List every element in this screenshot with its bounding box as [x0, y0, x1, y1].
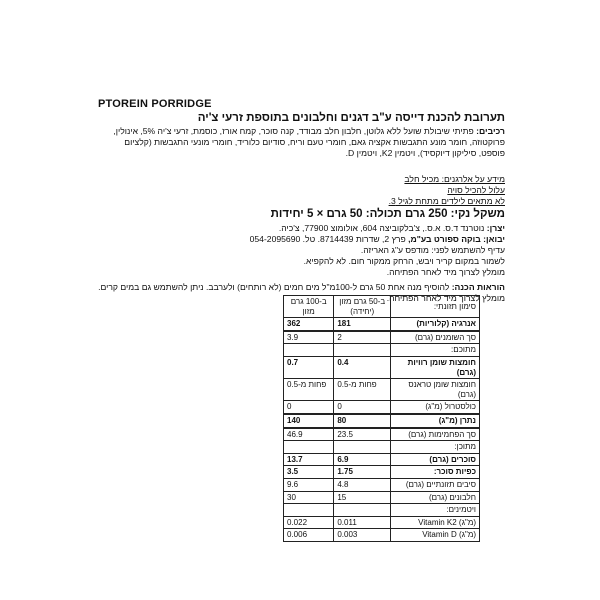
importer — [98, 234, 505, 245]
value-100g — [284, 504, 334, 517]
nutrient-name: כולסטרול (מ"ג) — [391, 401, 480, 414]
nutrition-row — [284, 401, 480, 414]
nutrient-name: סוכרים (גרם) — [391, 453, 480, 466]
net-weight: משקל נקי: 250 גרם תכולה: 50 גרם × 5 יחידות — [270, 208, 505, 221]
preparation-after-note: מומלץ לצרוך מיד לאחר הפתיחה. — [386, 293, 505, 304]
value-100g: 0 — [284, 401, 334, 414]
value-100g: 0.006 — [284, 529, 334, 542]
after-opening-note: מומלץ לצרוך מיד לאחר הפתיחה. — [386, 267, 505, 278]
value-50g: 80 — [334, 414, 391, 428]
value-50g: 0.4 — [334, 356, 391, 378]
value-50g — [334, 441, 391, 454]
value-100g: 13.7 — [284, 453, 334, 466]
manufacturer-text: נוטרנד ד.ס. א.ס., צ'בלקוביצה 604, אולומוצ 77900, צ'כיה. — [278, 223, 485, 234]
allergen-line-3: לא מתאים לילדים מתחת לגיל 3. — [388, 196, 505, 207]
allergen-info — [98, 174, 505, 208]
nutrient-name: מתוכם: — [391, 344, 480, 357]
value-50g: 4.8 — [334, 478, 391, 491]
nutrition-table — [283, 295, 480, 542]
nutrition-row — [284, 504, 480, 517]
nutrition-row — [284, 478, 480, 491]
value-100g: 362 — [284, 318, 334, 331]
best-before: עדיף להשתמש לפני: מודפס ע"ג האריזה. — [360, 245, 505, 256]
value-50g: 6.9 — [334, 453, 391, 466]
value-50g: 0.011 — [334, 516, 391, 529]
value-100g: פחות מ-0.5 — [284, 379, 334, 401]
nutrition-row — [284, 428, 480, 441]
nutrition-row — [284, 331, 480, 344]
value-100g: 30 — [284, 491, 334, 504]
manufacturer — [98, 223, 505, 234]
importer-text: פרץ 2, שדרות 8714439. טל. 054-2095690 — [249, 234, 406, 245]
ingredients-text: פתיתי שיבולת שועל ללא גלוטן, חלבון חלב מבודד, קנה סוכר, קמח אורז, כוסמת, זרעי צ'יה 5%, אינולין, פרוקטוזה, חומר מונע התגבשות אקציה גאם, חומרי טעם וריח, סודיום כלוריד, חומרי מונעי התגבשות (קלציום פוספט, סיליקון דיוקסיד), ויטמין K2, ויטמין D. — [113, 126, 505, 159]
nutrient-name: סיבים תזונתיים (גרם) — [391, 478, 480, 491]
nutrition-row — [284, 453, 480, 466]
value-100g: 140 — [284, 414, 334, 428]
nutrition-header-row — [284, 296, 480, 318]
value-50g: 181 — [334, 318, 391, 331]
nutrient-name: סך השומנים (גרם) — [391, 331, 480, 344]
importer-label: יבואן: — [483, 234, 505, 245]
nutrition-row — [284, 491, 480, 504]
nutrient-name: Vitamin K2 (מ"ג) — [391, 516, 480, 529]
value-50g: 23.5 — [334, 428, 391, 441]
nutrition-row — [284, 344, 480, 357]
brand-name: PTOREIN PORRIDGE — [98, 98, 212, 110]
allergen-line-1: מידע על אלרגנים: מכיל חלב — [404, 173, 505, 184]
nutrition-row — [284, 516, 480, 529]
manufacturer-label: יצרן: — [486, 223, 505, 234]
nutrition-row — [284, 356, 480, 378]
nutrition-row — [284, 318, 480, 331]
nutrient-name: ויטמינים: — [391, 504, 480, 517]
importer-name: בוקה ספורט בע"מ, — [408, 234, 481, 245]
nutrition-header-name: סימון תזונתי: — [391, 296, 480, 318]
value-100g: 46.9 — [284, 428, 334, 441]
product-title: תערובת להכנת דייסה ע"ב דגנים וחלבונים בתוספת זרעי צ'יה — [197, 112, 505, 124]
nutrient-name: חלבונים (גרם) — [391, 491, 480, 504]
nutrition-row — [284, 414, 480, 428]
nutrient-name: אנרגיה (קלוריות) — [391, 318, 480, 331]
nutrition-header-50g: ב-50 גרם מזון (יחידה) — [334, 296, 391, 318]
product-label — [98, 98, 505, 304]
value-100g: 9.6 — [284, 478, 334, 491]
value-50g: 1.75 — [334, 466, 391, 479]
storage-instructions: לשמור במקום קריר ויבש, הרחק ממקור חום. לא להקפיא. — [303, 256, 505, 267]
nutrition-row — [284, 466, 480, 479]
value-50g — [334, 344, 391, 357]
nutrient-name: מתוכן: — [391, 441, 480, 454]
ingredients — [98, 126, 505, 160]
value-100g — [284, 344, 334, 357]
nutrient-name: חומצות שומן רוויות (גרם) — [391, 356, 480, 378]
nutrient-name: כפיות סוכר: — [391, 466, 480, 479]
value-100g — [284, 441, 334, 454]
nutrition-header-100g: ב-100 גרם מזון — [284, 296, 334, 318]
value-100g: 3.9 — [284, 331, 334, 344]
allergen-line-2: עלול להכיל סויה — [447, 184, 505, 195]
nutrient-name: סך הפחמימות (גרם) — [391, 428, 480, 441]
nutrient-name: נתרן (מ"ג) — [391, 414, 480, 428]
preparation — [98, 282, 505, 293]
value-100g: 0.022 — [284, 516, 334, 529]
value-50g: פחות מ-0.5 — [334, 379, 391, 401]
nutrition-row — [284, 441, 480, 454]
value-100g: 0.7 — [284, 356, 334, 378]
value-100g: 3.5 — [284, 466, 334, 479]
value-50g — [334, 504, 391, 517]
value-50g: 0 — [334, 401, 391, 414]
nutrition-row — [284, 379, 480, 401]
value-50g: 2 — [334, 331, 391, 344]
nutrition-row — [284, 529, 480, 542]
value-50g: 0.003 — [334, 529, 391, 542]
nutrient-name: Vitamin D (מ"ג) — [391, 529, 480, 542]
preparation-text: להוסיף מנה אחת 50 גרם ל-100מ"ל מים חמים (לא רותחים) ולערבב. ניתן להשתמש גם במים קרים. — [98, 282, 450, 293]
value-50g: 15 — [334, 491, 391, 504]
ingredients-label: רכיבים: — [476, 126, 505, 136]
preparation-label: הוראות הכנה: — [451, 282, 505, 293]
product-info — [98, 223, 505, 304]
nutrient-name: חומצות שומן טראנס (גרם) — [391, 379, 480, 401]
